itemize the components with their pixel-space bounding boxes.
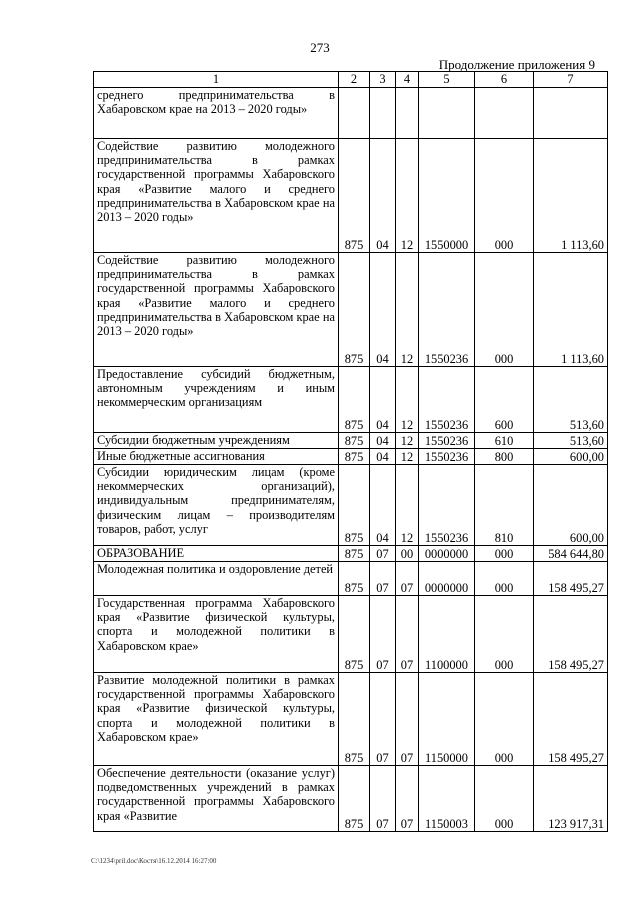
row-cell-c7: 1 113,60 (534, 139, 608, 253)
row-cell-c3: 07 (370, 766, 396, 832)
table-row (94, 367, 608, 433)
row-cell-c6: 810 (475, 465, 534, 546)
row-cell-c3: 07 (370, 546, 396, 562)
row-cell-c3: 04 (370, 449, 396, 465)
row-name: Предоставление субсидий бюджетным, автономным учреждениям и иным некоммерческим организациям (94, 367, 339, 433)
row-cell-c5: 0000000 (419, 546, 475, 562)
row-cell-c2: 875 (339, 449, 370, 465)
row-cell-c4: 12 (396, 367, 419, 433)
table-row (94, 253, 608, 367)
row-cell-c7: 513,60 (534, 433, 608, 449)
row-cell-c5: 1550236 (419, 465, 475, 546)
table-row (94, 546, 608, 562)
row-name: Содействие развитию молодежного предпринимательства в рамках государственной программы Хабаровского края «Развитие малого и среднего предпринимательства в Хабаровском крае на 2013 – 2020 годы» (94, 139, 339, 253)
row-name: Субсидии юридическим лицам (кроме некоммерческих организаций), индивидуальным предпринимателям, физическим лицам – производителям товаров, работ, услуг (94, 465, 339, 546)
row-cell-c7: 123 917,31 (534, 766, 608, 832)
row-cell-c5: 1550236 (419, 367, 475, 433)
header-cell: 7 (534, 72, 608, 88)
row-cell-c4: 07 (396, 766, 419, 832)
row-cell-c5: 1550236 (419, 433, 475, 449)
row-cell-c6 (475, 88, 534, 139)
file-path-footer: C:\1234\pril.doc\Костя\16.12.2014 16:27:00 (91, 857, 217, 865)
row-cell-c3: 04 (370, 433, 396, 449)
row-cell-c7: 584 644,80 (534, 546, 608, 562)
table-row (94, 139, 608, 253)
row-cell-c4: 12 (396, 449, 419, 465)
row-name: Иные бюджетные ассигнования (94, 449, 339, 465)
row-cell-c6: 610 (475, 433, 534, 449)
header-cell: 6 (475, 72, 534, 88)
header-cell: 1 (94, 72, 339, 88)
row-cell-c2: 875 (339, 766, 370, 832)
row-cell-c5: 1550236 (419, 253, 475, 367)
row-name: Государственная программа Хабаровского края «Развитие физической культуры, спорта и молодежной политики в Хабаровском крае» (94, 596, 339, 673)
table-row (94, 433, 608, 449)
row-name: Молодежная политика и оздоровление детей (94, 562, 339, 596)
row-cell-c4: 07 (396, 673, 419, 766)
row-cell-c3: 07 (370, 596, 396, 673)
table-row (94, 673, 608, 766)
header-cell: 5 (419, 72, 475, 88)
row-cell-c6: 000 (475, 253, 534, 367)
row-cell-c7 (534, 88, 608, 139)
row-cell-c6: 000 (475, 766, 534, 832)
row-cell-c7: 600,00 (534, 465, 608, 546)
header-cell: 4 (396, 72, 419, 88)
row-cell-c5: 1100000 (419, 596, 475, 673)
table-row (94, 465, 608, 546)
row-cell-c2: 875 (339, 596, 370, 673)
row-cell-c3: 04 (370, 253, 396, 367)
header-row (94, 72, 608, 88)
row-cell-c5: 1550000 (419, 139, 475, 253)
row-cell-c6: 800 (475, 449, 534, 465)
budget-table (93, 71, 608, 832)
row-cell-c2: 875 (339, 465, 370, 546)
row-name: Содействие развитию молодежного предпринимательства в рамках государственной программы Хабаровского края «Развитие малого и среднего предпринимательства в Хабаровском крае на 2013 – 2020 годы» (94, 253, 339, 367)
row-cell-c2 (339, 88, 370, 139)
table-row (94, 449, 608, 465)
row-cell-c6: 600 (475, 367, 534, 433)
row-cell-c2: 875 (339, 253, 370, 367)
row-cell-c5 (419, 88, 475, 139)
row-cell-c7: 1 113,60 (534, 253, 608, 367)
row-name: среднего предпринимательства в Хабаровском крае на 2013 – 2020 годы» (94, 88, 339, 139)
row-cell-c7: 158 495,27 (534, 562, 608, 596)
row-cell-c6: 000 (475, 546, 534, 562)
row-name: ОБРАЗОВАНИЕ (94, 546, 339, 562)
table-row (94, 562, 608, 596)
continuation-note: Продолжение приложения 9 (438, 57, 595, 72)
row-cell-c4: 12 (396, 433, 419, 449)
row-cell-c3: 04 (370, 465, 396, 546)
row-cell-c7: 513,60 (534, 367, 608, 433)
row-cell-c4 (396, 88, 419, 139)
row-cell-c4: 12 (396, 253, 419, 367)
row-name: Развитие молодежной политики в рамках государственной программы Хабаровского края «Развитие физической культуры, спорта и молодежной политики в Хабаровском крае» (94, 673, 339, 766)
row-cell-c6: 000 (475, 596, 534, 673)
row-cell-c3: 07 (370, 562, 396, 596)
row-cell-c7: 158 495,27 (534, 596, 608, 673)
row-cell-c7: 158 495,27 (534, 673, 608, 766)
header-cell: 2 (339, 72, 370, 88)
header-cell: 3 (370, 72, 396, 88)
row-cell-c3: 04 (370, 139, 396, 253)
row-cell-c2: 875 (339, 562, 370, 596)
row-cell-c2: 875 (339, 433, 370, 449)
row-cell-c5: 0000000 (419, 562, 475, 596)
row-cell-c4: 12 (396, 465, 419, 546)
table-row (94, 88, 608, 139)
row-cell-c3: 07 (370, 673, 396, 766)
row-name: Обеспечение деятельности (оказание услуг) подведомственных учреждений в рамках государственной программы Хабаровского края «Развитие (94, 766, 339, 832)
row-cell-c5: 1150003 (419, 766, 475, 832)
row-cell-c2: 875 (339, 139, 370, 253)
table-row (94, 766, 608, 832)
table-row (94, 596, 608, 673)
row-cell-c7: 600,00 (534, 449, 608, 465)
row-name: Субсидии бюджетным учреждениям (94, 433, 339, 449)
row-cell-c2: 875 (339, 367, 370, 433)
row-cell-c3: 04 (370, 367, 396, 433)
row-cell-c5: 1550236 (419, 449, 475, 465)
page-number: 273 (310, 40, 330, 55)
row-cell-c2: 875 (339, 673, 370, 766)
row-cell-c4: 00 (396, 546, 419, 562)
row-cell-c4: 07 (396, 596, 419, 673)
row-cell-c5: 1150000 (419, 673, 475, 766)
row-cell-c4: 12 (396, 139, 419, 253)
row-cell-c6: 000 (475, 139, 534, 253)
row-cell-c6: 000 (475, 562, 534, 596)
row-cell-c2: 875 (339, 546, 370, 562)
row-cell-c4: 07 (396, 562, 419, 596)
row-cell-c3 (370, 88, 396, 139)
row-cell-c6: 000 (475, 673, 534, 766)
